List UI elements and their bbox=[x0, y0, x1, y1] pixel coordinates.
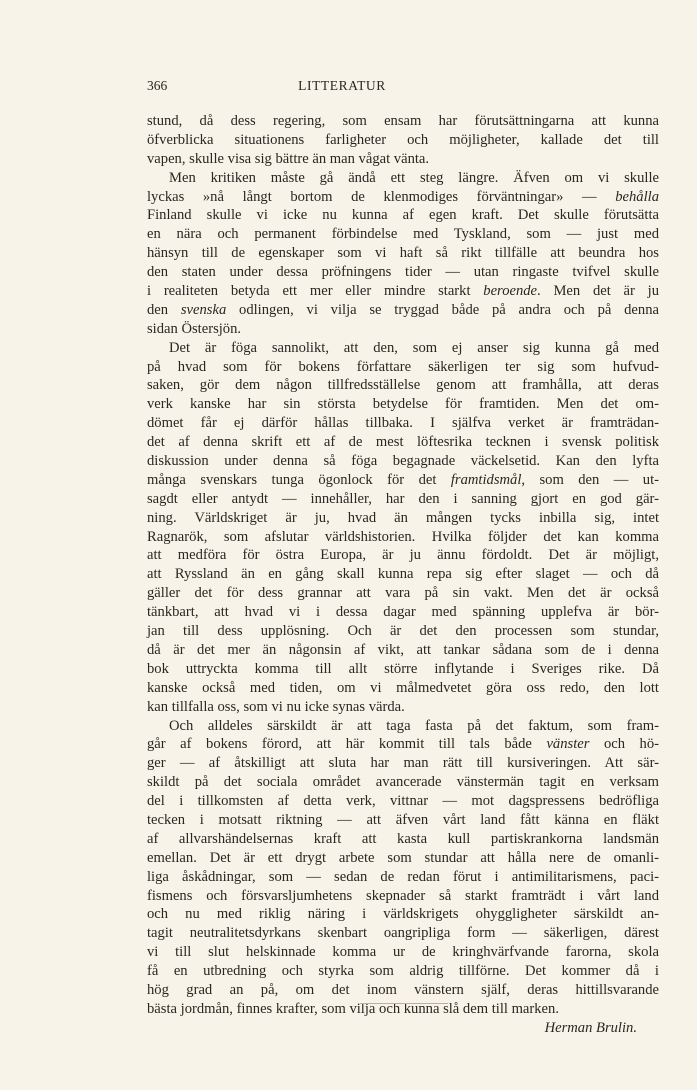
text-line: och nu med riklig näring i världskrigets ohyggligheter särskildt an- bbox=[147, 906, 659, 923]
text-line: lyckas »nå långt bortom de klenmodiges förväntningar» — behålla bbox=[147, 188, 659, 205]
text-line: tagit neutralitetsdyrkans skenbart oangripliga form — säkerligen, därest bbox=[147, 925, 659, 942]
text-line: fismens och försvarsljumhetens skepnader så starkt framträdt i vårt land bbox=[147, 887, 659, 904]
text-line: Finland skulle vi icke nu kunna af egen kraft. Det skulle förutsätta bbox=[147, 207, 659, 224]
text-line: den svenska odlingen, vi vilja se tryggad både på andra och på denna bbox=[147, 301, 659, 318]
end-rule bbox=[360, 1003, 448, 1004]
text-line: den staten under dessa pröfningens tider — utan ringaste tvifvel skulle bbox=[147, 264, 659, 281]
text-line: hänsyn till de egenskaper som vi haft så rikt tillfälle att beundra hos bbox=[147, 245, 659, 262]
text-line: Det är föga sannolikt, att den, som ej anser sig kunna gå med bbox=[169, 339, 659, 356]
text-line: går af bokens förord, att här kommit till tals både vänster och hö- bbox=[147, 736, 659, 753]
text-line: kan tillfalla oss, som vi nu icke synas värda. bbox=[147, 698, 405, 715]
text-line: tecken i motsatt riktning — att äfven vårt land fått känna en fläkt bbox=[147, 811, 659, 828]
text-line: bästa jordmån, finnes krafter, som vilja och kunna slå dem till marken. bbox=[147, 1000, 559, 1017]
text-line: verk kanske har sin största betydelse för framtiden. Men det om- bbox=[147, 396, 659, 413]
text-line: saken, gör dem någon tillfredsställelse genom att framhålla, att deras bbox=[147, 377, 659, 394]
text-line: då är det mer än någonsin af vikt, att tankar sådana som de i denna bbox=[147, 641, 659, 658]
text-line: del i tillkomsten af detta verk, vittnar — mot dagspressens bedröfliga bbox=[147, 793, 659, 810]
text-line: att Ryssland än en gång skall kunna repa sig efter slaget — och då bbox=[147, 566, 659, 583]
page-number: 366 bbox=[147, 78, 168, 93]
text-line: stund, då dess regering, som ensam har förutsättningarna att kunna bbox=[147, 113, 659, 129]
text-line: skildt på det sociala området avancerade vänstermän tagit en verksam bbox=[147, 774, 659, 791]
text-line: det af denna skrift ett af de mest löftesrika tecknen i svensk politisk bbox=[147, 434, 659, 451]
text-line: hög grad an på, om det inom vänstern själf, deras hittillsvarande bbox=[147, 981, 659, 998]
author-signature: Herman Brulin. bbox=[544, 1019, 637, 1036]
text-line: gäller det för dess grannar att vara på sin vakt. Men det är också bbox=[147, 585, 659, 602]
text-line: jan till dess upplösning. Och är det den processen som stundar, bbox=[147, 623, 659, 640]
text-line: vapen, skulle visa sig bättre än man vågat vänta. bbox=[147, 150, 430, 167]
text-line: emellan. Det är ett drygt arbete som stundar att hålla nere de omanli- bbox=[147, 849, 659, 866]
text-line: Och alldeles särskildt är att taga fasta på det faktum, som fram- bbox=[169, 717, 659, 734]
text-line: ning. Världskriget är ju, hvad än mången tycks inbilla sig, intet bbox=[147, 509, 659, 526]
text-line: många svenskars tunga ögonlock för det framtidsmål, som den — ut- bbox=[147, 471, 659, 488]
text-line: på hvad som för bokens författare säkerligen ter sig som hufvud- bbox=[147, 358, 659, 375]
text-line: få en utbredning och styrka som aldrig tillförne. Det kommer då i bbox=[147, 963, 659, 980]
text-line: en nära och permanent förbindelse med Tyskland, som — just med bbox=[147, 226, 659, 243]
text-line: tänkbart, att hvad vi i dessa dagar med spänning upplefva är bör- bbox=[147, 604, 659, 621]
running-head: LITTERATUR bbox=[298, 78, 386, 93]
page-header bbox=[147, 78, 537, 98]
text-line: diskussion under denna så föga begagnade väckelsetid. Kan den lyfta bbox=[147, 453, 659, 470]
text-line: ger — af åtskilligt att sluta har man rätt till kursiveringen. Att sär- bbox=[147, 755, 659, 772]
text-line: kanske också med tiden, om vi målmedvetet göra oss redo, den lott bbox=[147, 679, 659, 696]
text-line: dömet får ej därför hållas tillbaka. I själfva verket är framträdan- bbox=[147, 415, 659, 432]
text-line: sidan Östersjön. bbox=[147, 320, 242, 337]
text-line: i realiteten betyda ett mer eller mindre starkt beroende. Men det är ju bbox=[147, 283, 659, 300]
text-line: att medföra för östra Europa, är ju ännu fördoldt. Det är möjligt, bbox=[147, 547, 659, 564]
text-line: vi till slut helskinnade komma ur de kringhvärfvande farorna, skola bbox=[147, 944, 659, 961]
text-line: sagdt eller antydt — innehåller, har den i sanning gjort en god gär- bbox=[147, 490, 659, 507]
text-line: öfverblicka situationens farligheter och möjligheter, kallade det till bbox=[147, 131, 659, 148]
text-line: bok uttryckta komma till allt större inflytande i Sveriges rike. Då bbox=[147, 660, 659, 677]
text-line: Ragnarök, som afslutar världshistorien. Hvilka följder det kan komma bbox=[147, 528, 659, 545]
text-line: af allvarshändelsernas kraft att kasta kull partiskrankorna landsmän bbox=[147, 830, 659, 847]
article-body bbox=[147, 112, 659, 1038]
text-line: liga åskådningar, som — sedan de redan förut i antimilitarismens, paci- bbox=[147, 868, 659, 885]
text-line: Men kritiken måste gå ändå ett steg längre. Äfven om vi skulle bbox=[169, 169, 659, 186]
